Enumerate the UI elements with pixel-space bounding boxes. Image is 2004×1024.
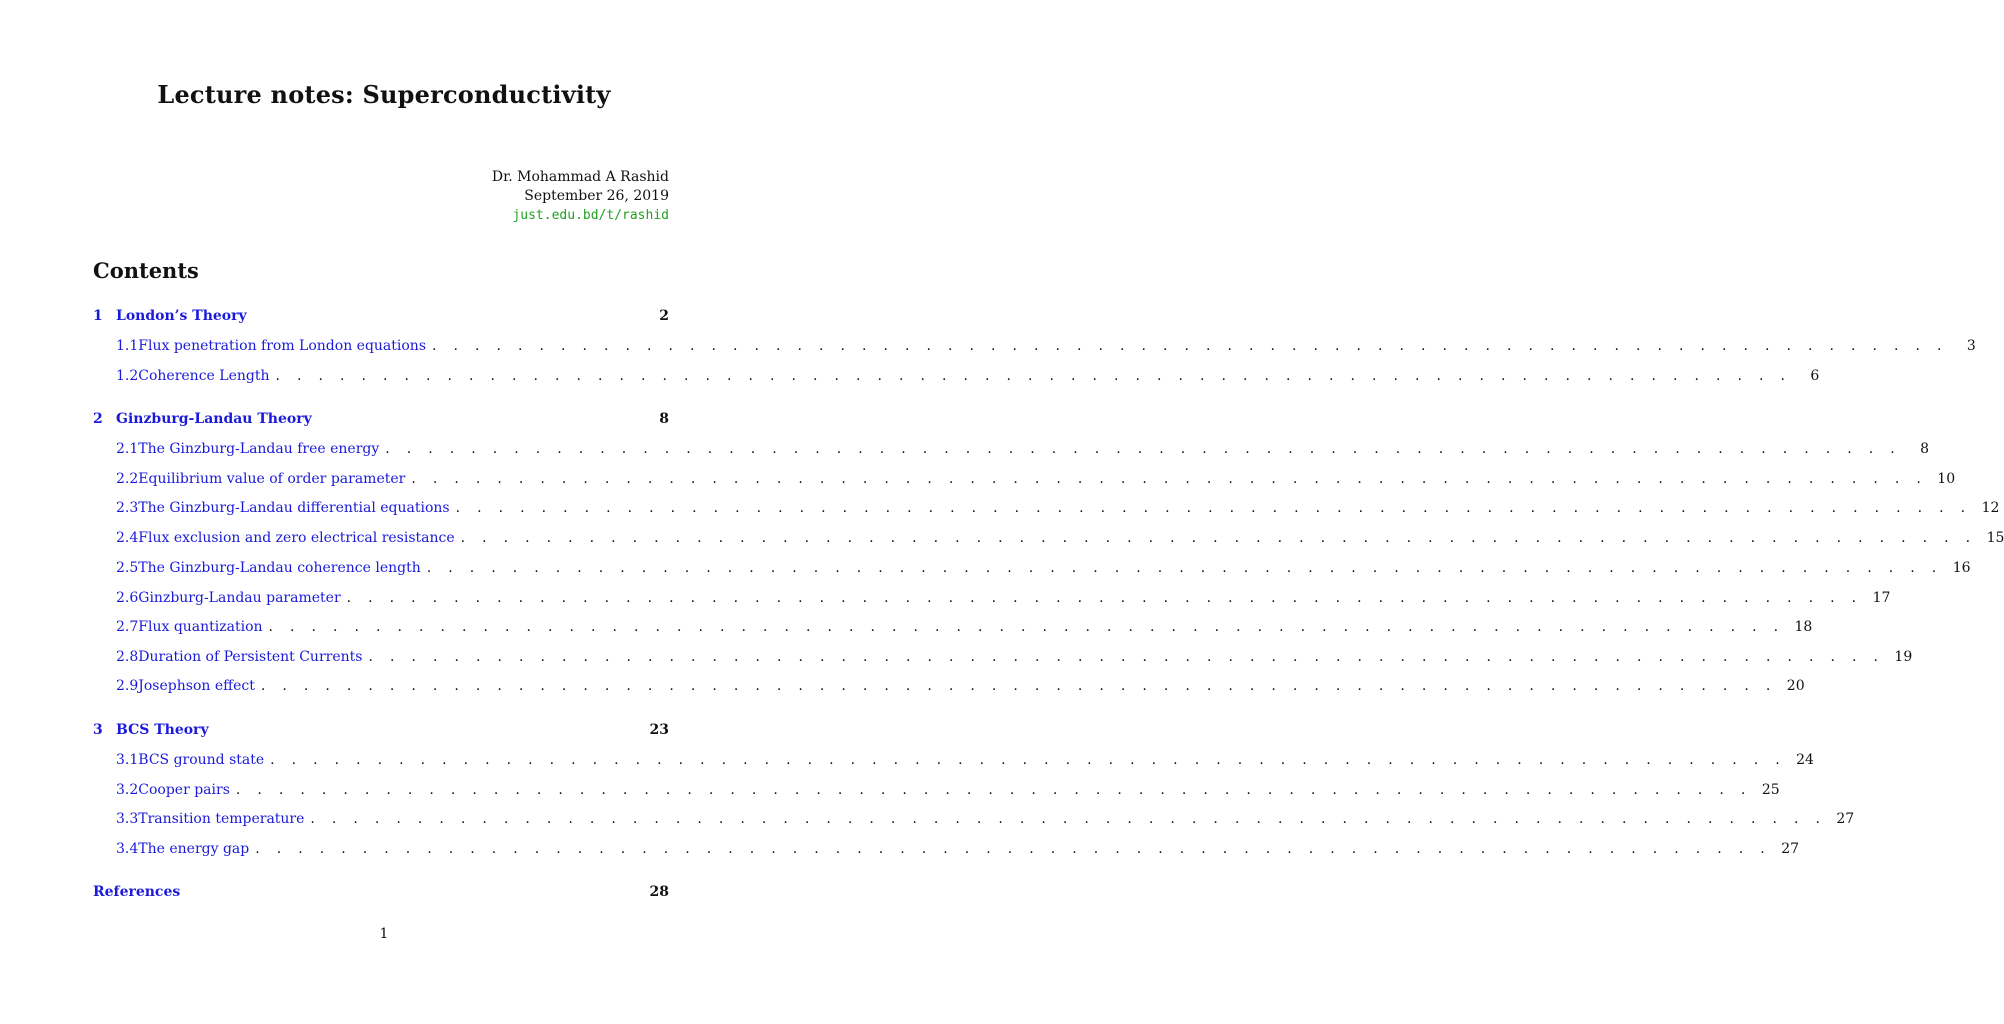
- toc-entry-number[interactable]: 2.8: [116, 649, 139, 665]
- toc-entry-number[interactable]: 2.4: [116, 530, 139, 546]
- toc-entry-link[interactable]: Flux exclusion and zero electrical resistance: [138, 530, 455, 546]
- toc-entry-link[interactable]: Cooper pairs: [138, 782, 230, 798]
- contents-heading: Contents: [93, 258, 199, 283]
- toc-entry-number[interactable]: 2.7: [116, 619, 139, 635]
- toc-page-number: 18: [1794, 619, 1813, 635]
- toc-subsection-row[interactable]: [93, 649, 1913, 669]
- toc-page-number: 12: [1981, 500, 2000, 516]
- toc-subsection-row[interactable]: [93, 619, 1813, 639]
- toc-dot-leader: . . . . . . . . . . . . . . . . . . . . . . . . . . . . . . . . . . . . . . . . . . . . . . . . . . . . . . . . . . . . . . . . . . . . . . .: [260, 678, 1777, 694]
- toc-entry-link[interactable]: Ginzburg-Landau parameter: [138, 590, 341, 606]
- toc-entry-number[interactable]: 3.3: [116, 811, 139, 827]
- toc-entry-link[interactable]: The Ginzburg-Landau coherence length: [138, 560, 421, 576]
- toc-page-number: 6: [1810, 368, 1820, 384]
- toc-dot-leader: . . . . . . . . . . . . . . . . . . . . . . . . . . . . . . . . . . . . . . . . . . . . . . . . . . . . . . . . . . . . . . . . . . . . . . .: [255, 841, 1772, 857]
- toc-dot-leader: . . . . . . . . . . . . . . . . . . . . . . . . . . . . . . . . . . . . . . . . . . . . . . . . . . . . . . . . . . . . . . . . . . . . . . .: [310, 811, 1827, 827]
- toc-subsection-row[interactable]: [93, 678, 1805, 698]
- toc-entry-link[interactable]: BCS ground state: [138, 752, 265, 768]
- toc-entry-number[interactable]: 2.2: [116, 471, 139, 487]
- toc-subsection-row[interactable]: [93, 530, 2004, 550]
- toc-page-number: 8: [1920, 441, 1930, 457]
- toc-dot-leader: . . . . . . . . . . . . . . . . . . . . . . . . . . . . . . . . . . . . . . . . . . . . . . . . . . . . . . . . . . . . . . . . . . . . . . .: [235, 782, 1752, 798]
- document-date: September 26, 2019: [524, 188, 669, 204]
- toc-entry-link[interactable]: The energy gap: [138, 841, 250, 857]
- toc-dot-leader: . . . . . . . . . . . . . . . . . . . . . . . . . . . . . . . . . . . . . . . . . . . . . . . . . . . . . . . . . . . . . . . . . . . . . . .: [411, 471, 1928, 487]
- toc-page-number: 27: [1781, 841, 1800, 857]
- toc-page-number: 3: [1966, 338, 1976, 354]
- toc-subsection-row[interactable]: [93, 500, 2000, 520]
- toc-subsection-row[interactable]: [93, 841, 1800, 861]
- toc-entry-link[interactable]: Transition temperature: [138, 811, 305, 827]
- toc-entry-link[interactable]: London’s Theory: [116, 308, 247, 324]
- toc-page-number: 8: [659, 411, 669, 427]
- toc-entry-number[interactable]: 3.2: [116, 782, 139, 798]
- toc-entry-number[interactable]: 1: [93, 308, 103, 324]
- toc-page-number: 16: [1952, 560, 1971, 576]
- toc-entry-link[interactable]: Flux penetration from London equations: [138, 338, 427, 354]
- toc-entry-link[interactable]: Equilibrium value of order parameter: [138, 471, 406, 487]
- toc-dot-leader: . . . . . . . . . . . . . . . . . . . . . . . . . . . . . . . . . . . . . . . . . . . . . . . . . . . . . . . . . . . . . . . . . . . . . . .: [432, 338, 1948, 354]
- toc-subsection-row[interactable]: [93, 441, 1930, 461]
- toc-page-number: 10: [1937, 471, 1956, 487]
- toc-dot-leader: . . . . . . . . . . . . . . . . . . . . . . . . . . . . . . . . . . . . . . . . . . . . . . . . . . . . . . . . . . . . . . . . . . . . . . .: [270, 752, 1786, 768]
- toc-entry-link[interactable]: BCS Theory: [116, 722, 209, 738]
- toc-page-number: 17: [1872, 590, 1891, 606]
- toc-dot-leader: . . . . . . . . . . . . . . . . . . . . . . . . . . . . . . . . . . . . . . . . . . . . . . . . . . . . . . . . . . . . . . . . . . . . . . .: [368, 649, 1885, 665]
- toc-entry-number[interactable]: 2.9: [116, 678, 139, 694]
- toc-entry-number[interactable]: 3: [93, 722, 103, 738]
- toc-entry-link[interactable]: Ginzburg-Landau Theory: [116, 411, 312, 427]
- toc-section-row[interactable]: [93, 308, 669, 328]
- toc-entry-link[interactable]: The Ginzburg-Landau free energy: [138, 441, 380, 457]
- toc-page-number: 23: [649, 722, 669, 738]
- toc-page-number: 25: [1761, 782, 1780, 798]
- toc-page-number: 24: [1796, 752, 1814, 768]
- toc-dot-leader: . . . . . . . . . . . . . . . . . . . . . . . . . . . . . . . . . . . . . . . . . . . . . . . . . . . . . . . . . . . . . . . . . . . . . . .: [426, 560, 1943, 576]
- toc-section-row[interactable]: [93, 884, 669, 904]
- toc-entry-link[interactable]: The Ginzburg-Landau differential equations: [138, 500, 450, 516]
- toc-subsection-row[interactable]: [93, 471, 1956, 491]
- toc-page-number: 15: [1986, 530, 2004, 546]
- toc-page-number: 20: [1786, 678, 1805, 694]
- toc-dot-leader: . . . . . . . . . . . . . . . . . . . . . . . . . . . . . . . . . . . . . . . . . . . . . . . . . . . . . . . . . . . . . . . . . . . . . . .: [346, 590, 1863, 606]
- toc-dot-leader: . . . . . . . . . . . . . . . . . . . . . . . . . . . . . . . . . . . . . . . . . . . . . . . . . . . . . . . . . . . . . . . . . . . . . . .: [275, 368, 1792, 384]
- toc-entry-link[interactable]: Josephson effect: [138, 678, 255, 694]
- author-name: Dr. Mohammad A Rashid: [491, 169, 669, 185]
- toc-section-row[interactable]: [93, 411, 669, 431]
- toc-subsection-row[interactable]: [93, 782, 1780, 802]
- toc-entry-link[interactable]: Flux quantization: [138, 619, 263, 635]
- toc-entry-link[interactable]: References: [93, 884, 181, 900]
- author-url-link[interactable]: just.edu.bd/t/rashid: [512, 208, 669, 223]
- toc-page-number: 28: [649, 884, 669, 900]
- author-block: [492, 168, 669, 225]
- toc-entry-number[interactable]: 2.3: [116, 500, 139, 516]
- toc-entry-number[interactable]: 3.4: [116, 841, 139, 857]
- toc-entry-number[interactable]: 2: [93, 411, 103, 427]
- toc-dot-leader: . . . . . . . . . . . . . . . . . . . . . . . . . . . . . . . . . . . . . . . . . . . . . . . . . . . . . . . . . . . . . . . . . . . . . . .: [460, 530, 1977, 546]
- toc-entry-number[interactable]: 1.1: [116, 338, 139, 354]
- toc-subsection-row[interactable]: [93, 368, 1820, 388]
- toc-dot-leader: . . . . . . . . . . . . . . . . . . . . . . . . . . . . . . . . . . . . . . . . . . . . . . . . . . . . . . . . . . . . . . . . . . . . . . .: [385, 441, 1902, 457]
- toc-page-number: 2: [659, 308, 669, 324]
- toc-subsection-row[interactable]: [93, 752, 1814, 772]
- toc-entry-link[interactable]: Coherence Length: [138, 368, 270, 384]
- toc-entry-link[interactable]: Duration of Persistent Currents: [138, 649, 363, 665]
- toc-section-row[interactable]: [93, 722, 669, 742]
- toc-subsection-row[interactable]: [93, 590, 1891, 610]
- toc-dot-leader: . . . . . . . . . . . . . . . . . . . . . . . . . . . . . . . . . . . . . . . . . . . . . . . . . . . . . . . . . . . . . . . . . . . . . . .: [268, 619, 1785, 635]
- toc-page-number: 19: [1894, 649, 1913, 665]
- toc-page-number: 27: [1836, 811, 1855, 827]
- toc-subsection-row[interactable]: [93, 811, 1855, 831]
- document-title: Lecture notes: Superconductivity: [157, 80, 611, 109]
- toc-entry-number[interactable]: 2.6: [116, 590, 139, 606]
- toc-subsection-row[interactable]: [93, 338, 1976, 358]
- toc-subsection-row[interactable]: [93, 560, 1971, 580]
- toc-entry-number[interactable]: 1.2: [116, 368, 139, 384]
- toc-dot-leader: . . . . . . . . . . . . . . . . . . . . . . . . . . . . . . . . . . . . . . . . . . . . . . . . . . . . . . . . . . . . . . . . . . . . . . .: [455, 500, 1972, 516]
- toc-entry-number[interactable]: 3.1: [116, 752, 139, 768]
- toc-entry-number[interactable]: 2.5: [116, 560, 139, 576]
- toc-entry-number[interactable]: 2.1: [116, 441, 139, 457]
- page-number: 1: [379, 926, 389, 942]
